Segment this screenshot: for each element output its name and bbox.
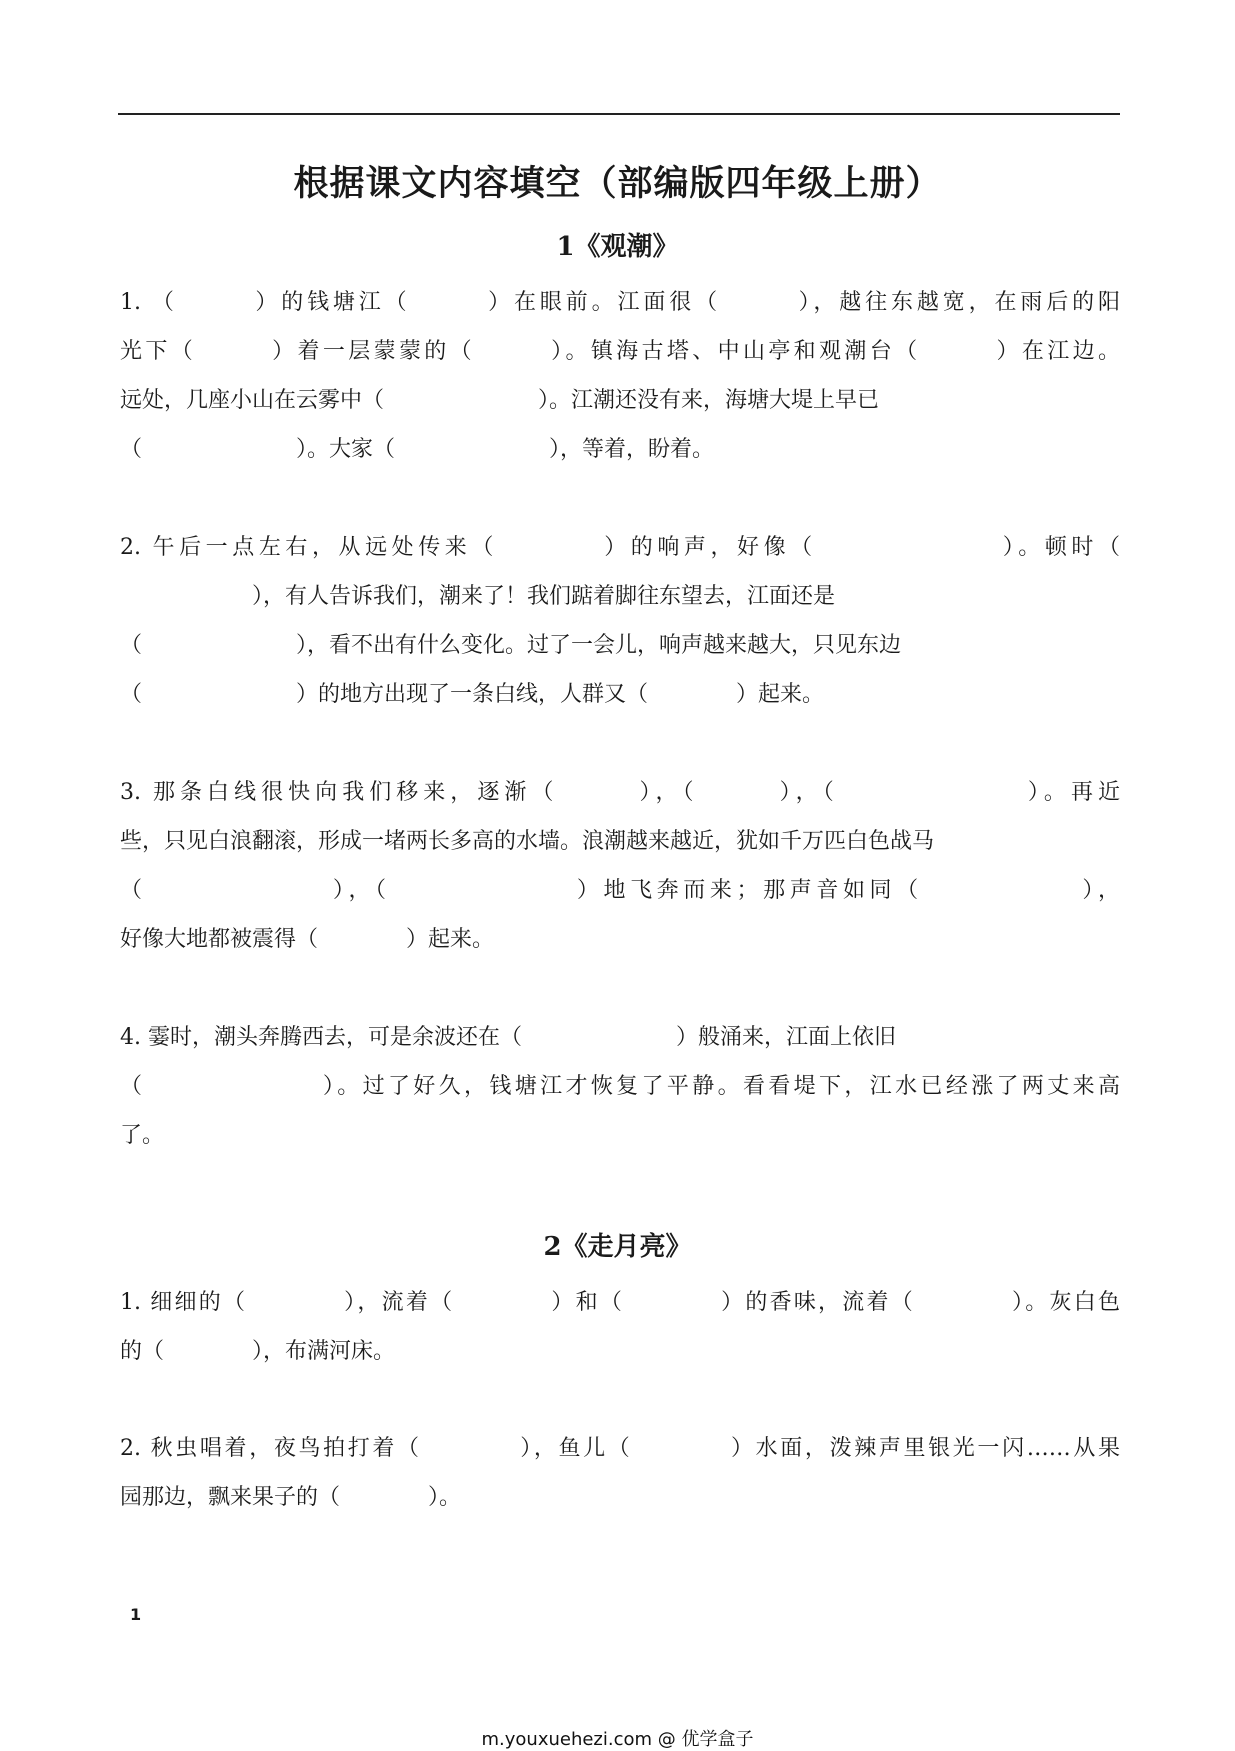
lesson-title: 2《走月亮》 [543,1232,692,1262]
paragraph-line: （ ）。过了好久，钱塘江才恢复了平静。看看堤下，江水已经涨了两丈来高 [120,1074,1120,1099]
paragraph-line: ），有人告诉我们，潮来了！我们踮着脚往东望去，江面还是 [120,584,836,609]
paragraph-line: 了。 [120,1123,165,1148]
paragraph-line: 4. 霎时，潮头奔腾西去，可是余波还在（ ）般涌来，江面上依旧 [120,1025,896,1050]
document-title: 根据课文内容填空（部编版四年级上册） [293,163,942,204]
paragraph-line: 远处，几座小山在云雾中（ ）。江潮还没有来，海塘大堤上早已 [120,388,880,413]
paragraph-line: （ ）的地方出现了一条白线，人群又（ ）起来。 [120,682,825,707]
paragraph-line: 园那边，飘来果子的（ ）。 [120,1485,462,1510]
paragraph-line: 些，只见白浪翻滚，形成一堵两长多高的水墙。浪潮越来越近，犹如千万匹白色战马 [120,829,935,854]
paragraph-line: （ ），看不出有什么变化。过了一会儿，响声越来越大，只见东边 [120,633,902,658]
paragraph-line: 1. （ ）的钱塘江（ ）在眼前。江面很（ ），越往东越宽，在雨后的阳 [120,290,1120,315]
lesson-title: 1《观潮》 [556,232,679,262]
paragraph-line: 光下（ ）着一层蒙蒙的（ ）。镇海古塔、中山亭和观潮台（ ）在江边。 [120,339,1120,364]
page-number: 1 [130,1605,142,1624]
paragraph-line: 3. 那条白线很快向我们移来，逐渐（ ），（ ），（ ）。再近 [120,780,1120,805]
paragraph-line: 2. 秋虫唱着，夜鸟拍打着（ ），鱼儿（ ）水面，泼辣声里银光一闪……从果 [120,1436,1120,1461]
exercise-paragraph [120,1013,1120,1160]
paragraph-line: （ ）。大家（ ），等着，盼着。 [120,437,715,462]
exercise-paragraph [120,1424,1120,1522]
exercise-paragraph [120,1278,1120,1376]
top-rule [118,113,1120,115]
paragraph-line: （ ），（ ）地飞奔而来；那声音如同（ ）， [120,878,1120,903]
footer-watermark: m.youxuehezi.com @ 优学盒子 [481,1729,754,1750]
paragraph-line: 好像大地都被震得（ ）起来。 [120,927,495,952]
paragraph-line: 2. 午后一点左右，从远处传来（ ）的响声，好像（ ）。顿时（ [120,535,1120,560]
exercise-paragraph [120,278,1120,474]
paragraph-line: 的（ ），布满河床。 [120,1339,396,1364]
paragraph-line: 1. 细细的（ ），流着（ ）和（ ）的香味，流着（ ）。灰白色 [120,1290,1120,1315]
exercise-paragraph [120,523,1120,719]
exercise-paragraph [120,768,1120,964]
